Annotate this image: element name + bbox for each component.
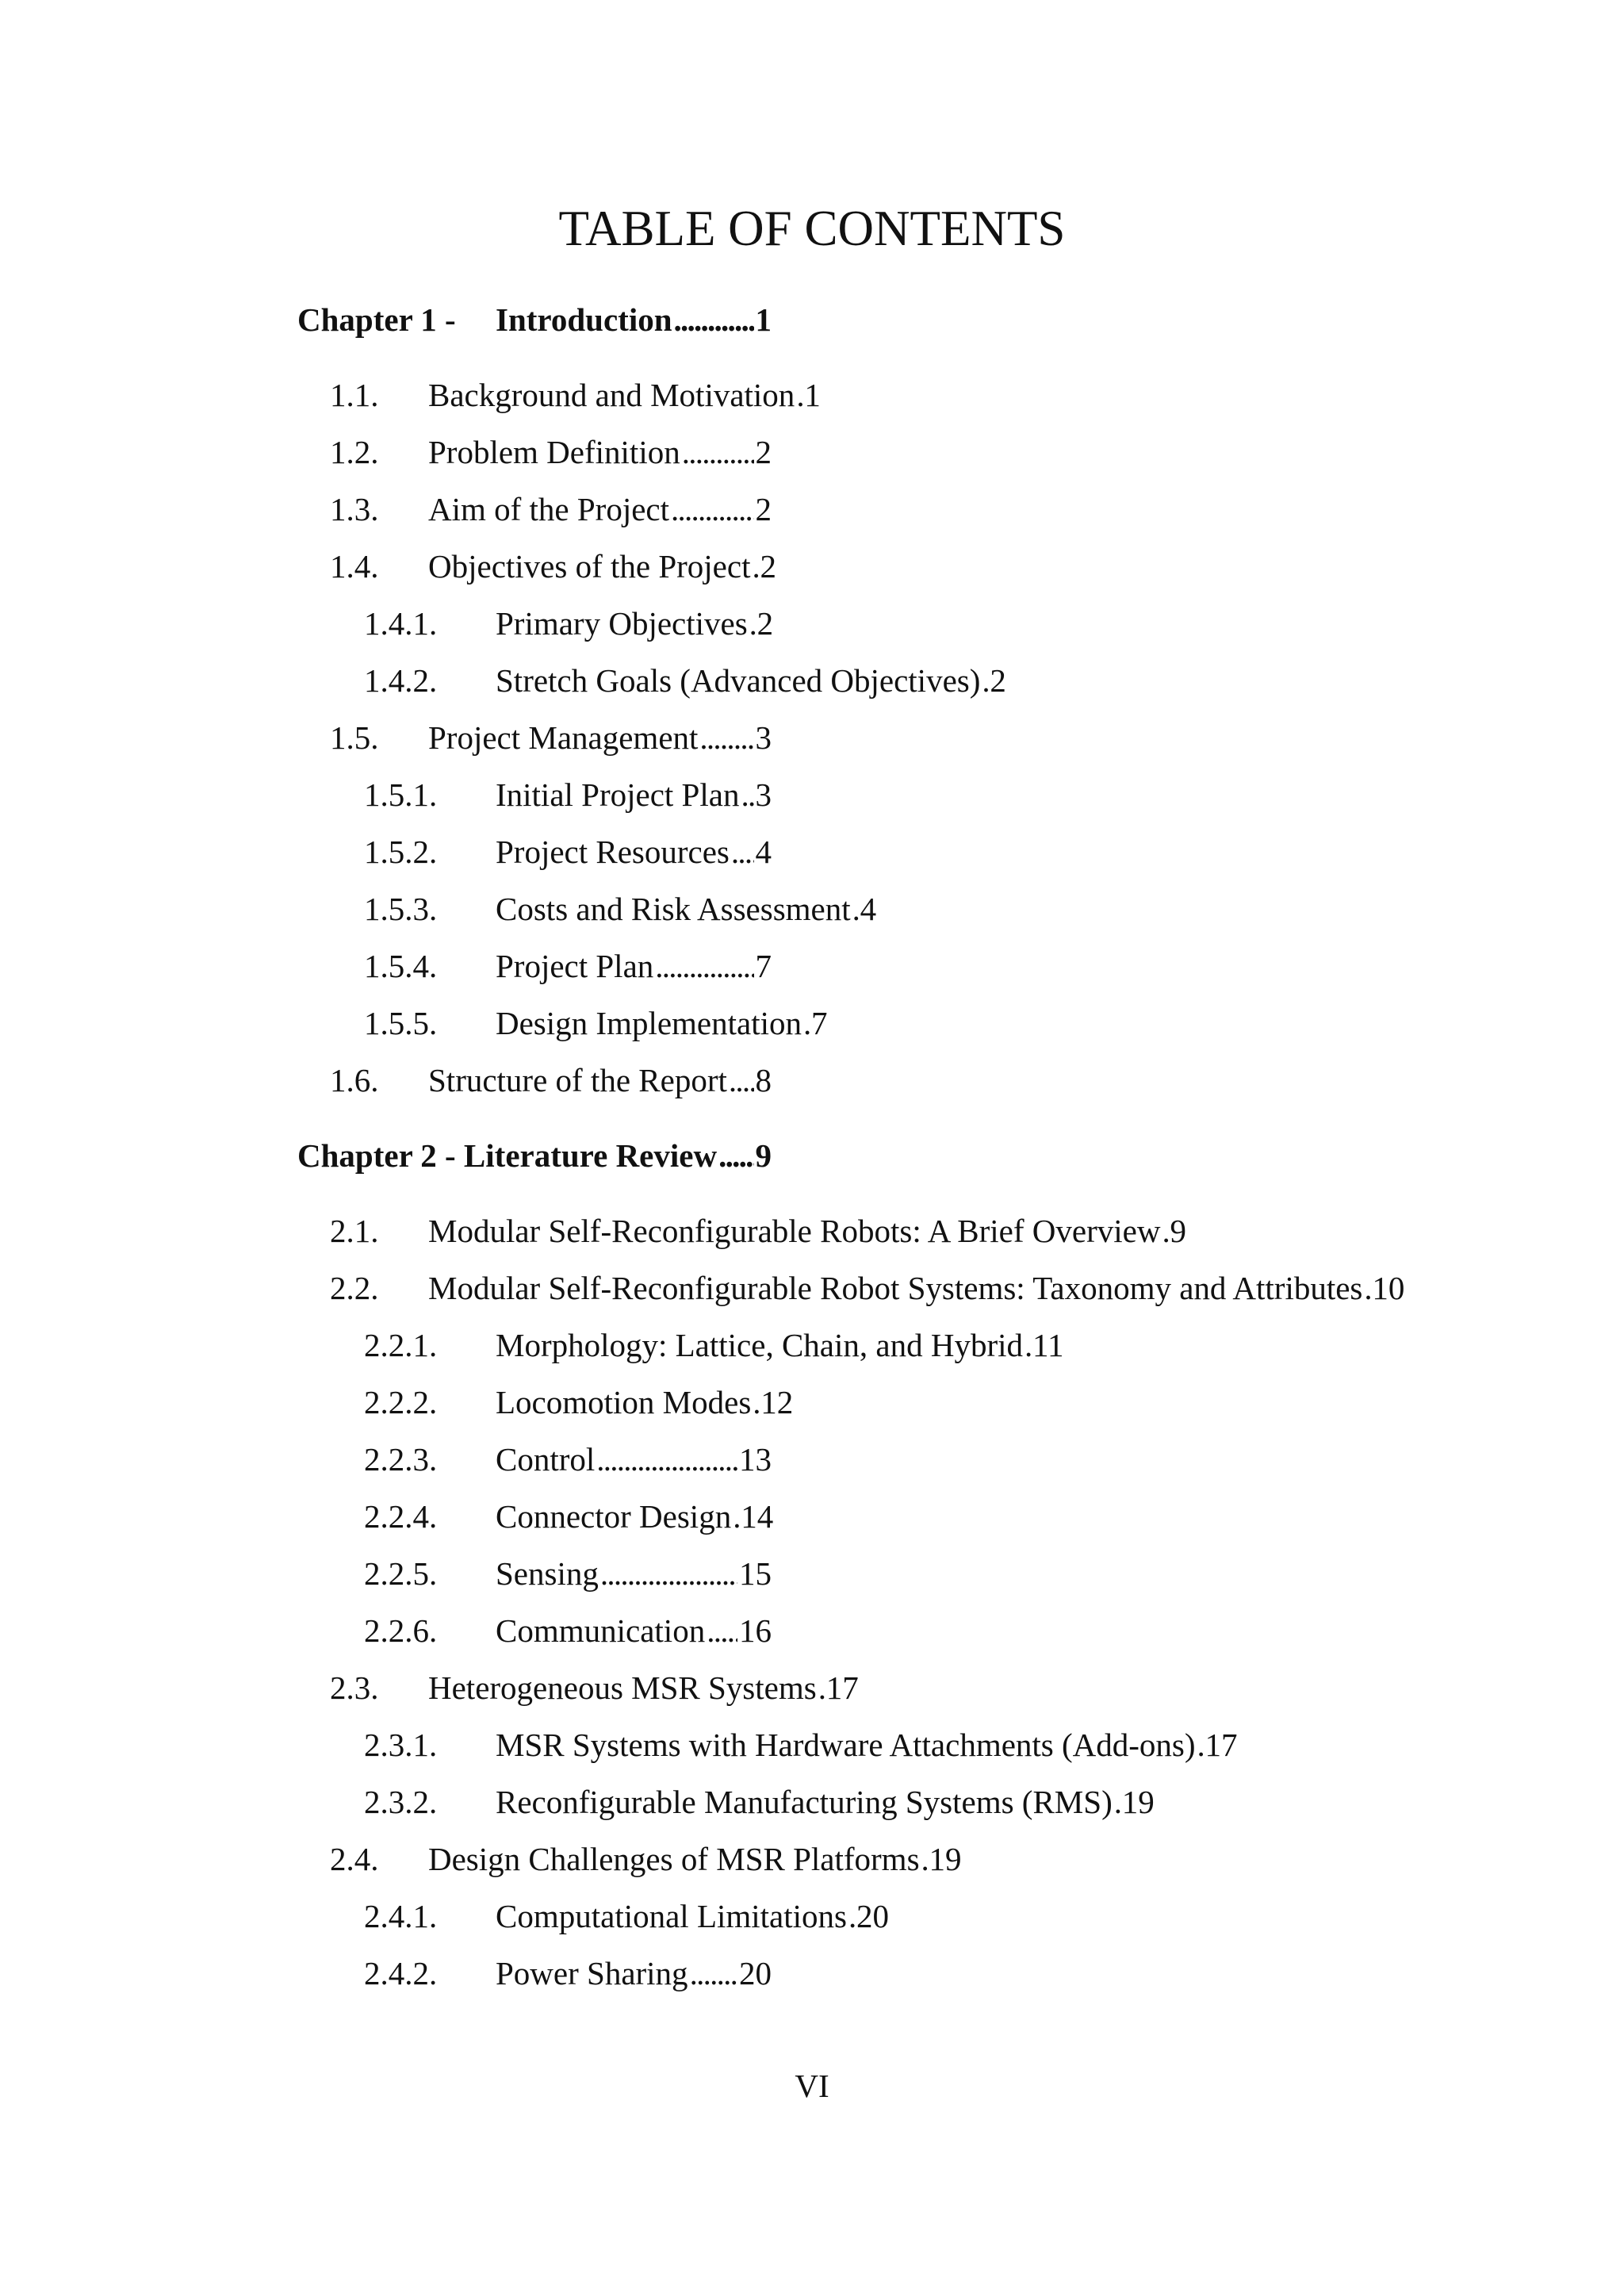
toc-dot-leader	[818, 1664, 825, 1711]
toc-entry[interactable]	[330, 1056, 772, 1104]
toc-entry[interactable]	[364, 1607, 772, 1654]
toc-entry-number: 2.3.1.	[364, 1727, 438, 1763]
toc-entry[interactable]	[330, 1264, 1405, 1312]
toc-entry-number: 1.2.	[330, 434, 379, 470]
toc-entry-title: Stretch Goals (Advanced Objectives)	[496, 662, 981, 699]
toc-entry-title: MSR Systems with Hardware Attachments (Add-ons)	[496, 1727, 1196, 1763]
toc-dot-leader	[596, 1435, 737, 1483]
toc-dot-leader	[731, 828, 754, 876]
toc-dot-leader	[749, 600, 756, 647]
toc-chapter-entry[interactable]	[297, 296, 772, 343]
toc-dot-leader	[600, 1550, 737, 1597]
toc-dot-leader	[729, 1056, 754, 1104]
toc-entry-title: Computational Limitations	[496, 1898, 847, 1934]
toc-entry[interactable]	[364, 600, 772, 647]
toc-entry-page: 16	[739, 1612, 772, 1649]
toc-entry-page: 19	[929, 1841, 962, 1877]
toc-entry-page: 2	[756, 605, 774, 642]
toc-entry-page: 2	[760, 548, 776, 585]
toc-dot-leader	[1025, 1321, 1031, 1369]
toc-entry-number: 2.2.2.	[364, 1384, 438, 1420]
toc-entry-title: Introduction	[496, 301, 672, 338]
toc-dot-leader	[982, 657, 988, 704]
toc-dot-leader	[852, 885, 859, 933]
toc-entry-title: Reconfigurable Manufacturing Systems (RMS)	[496, 1784, 1113, 1820]
toc-entry[interactable]	[364, 828, 772, 876]
toc-entry-title: Design Challenges of MSR Platforms	[428, 1841, 920, 1877]
toc-entry-title: Aim of the Project	[428, 491, 670, 527]
page-number: VI	[795, 2068, 829, 2104]
toc-entry-number: 2.2.6.	[364, 1612, 438, 1649]
toc-entry[interactable]	[364, 1949, 772, 1997]
toc-entry-page: 9	[1170, 1213, 1186, 1249]
toc-entry-number: 1.4.	[330, 548, 379, 585]
toc-entry-title: Structure of the Report	[428, 1062, 727, 1098]
toc-entry-number: 1.1.	[330, 377, 379, 413]
toc-entry-title: Power Sharing	[496, 1955, 688, 1991]
toc-dot-leader	[682, 428, 754, 476]
toc-entry-title: Design Implementation	[496, 1005, 802, 1041]
toc-entry-page: 2	[755, 434, 772, 470]
toc-entry-page: 14	[741, 1498, 774, 1535]
toc-entry-title: Problem Definition	[428, 434, 680, 470]
toc-entry-page: 19	[1121, 1784, 1155, 1820]
toc-entry-title: Chapter 2 - Literature Review	[297, 1137, 718, 1174]
toc-entry-title: Primary Objectives	[496, 605, 748, 642]
toc-dot-leader	[1162, 1207, 1168, 1255]
toc-entry-page: 7	[811, 1005, 828, 1041]
toc-entry[interactable]	[364, 1721, 1238, 1769]
toc-entry-title: Heterogeneous MSR Systems	[428, 1669, 817, 1706]
toc-entry-title: Connector Design	[496, 1498, 732, 1535]
toc-entry-title: Project Resources	[496, 834, 730, 870]
toc-dot-leader	[803, 999, 810, 1047]
toc-dot-leader	[655, 942, 753, 990]
toc-entry-number: 2.4.	[330, 1841, 379, 1877]
toc-dot-leader	[674, 296, 754, 343]
toc-entry-page: 2	[990, 662, 1006, 699]
toc-entry-number: 1.5.2.	[364, 834, 438, 870]
toc-entry-page: 12	[760, 1384, 794, 1420]
toc-entry-page: 7	[755, 948, 772, 984]
toc-dot-leader	[1364, 1264, 1370, 1312]
toc-entry-page: 4	[860, 891, 877, 927]
toc-entry-number: 1.5.1.	[364, 776, 438, 813]
toc-entry-page: 9	[755, 1137, 772, 1174]
toc-entry-page: 10	[1372, 1270, 1405, 1306]
toc-entry-title: Objectives of the Project	[428, 548, 751, 585]
toc-entry-page: 17	[1205, 1727, 1238, 1763]
toc-entry-title: Modular Self-Reconfigurable Robots: A Brief Overview	[428, 1213, 1161, 1249]
toc-entry[interactable]	[330, 1835, 962, 1883]
toc-entry[interactable]	[330, 714, 772, 761]
toc-entry[interactable]	[364, 1550, 772, 1597]
toc-entry-title: Costs and Risk Assessment	[496, 891, 851, 927]
toc-chapter-entry[interactable]	[297, 1132, 772, 1179]
toc-dot-leader	[921, 1835, 928, 1883]
page-title: TABLE OF CONTENTS	[558, 201, 1066, 256]
toc-entry-number: 2.2.5.	[364, 1555, 438, 1592]
toc-entry-number: 2.2.	[330, 1270, 379, 1306]
toc-dot-leader	[848, 1892, 855, 1940]
toc-dot-leader	[753, 1378, 759, 1426]
toc-entry-title: Sensing	[496, 1555, 599, 1592]
toc-entry-page: 1	[755, 301, 772, 338]
toc-entry[interactable]	[330, 485, 772, 533]
toc-dot-leader	[718, 1132, 753, 1179]
toc-dot-leader	[1197, 1721, 1204, 1769]
toc-entry-page: 3	[755, 776, 772, 813]
toc-entry-number: 1.5.	[330, 719, 379, 756]
toc-entry-number: 1.5.4.	[364, 948, 438, 984]
toc-entry-title: Project Management	[428, 719, 699, 756]
toc-dot-leader	[690, 1949, 737, 1997]
toc-entry-number: 2.4.2.	[364, 1955, 438, 1991]
toc-entry-number: 2.3.2.	[364, 1784, 438, 1820]
toc-entry-title: Background and Motivation	[428, 377, 795, 413]
toc-entry[interactable]	[364, 771, 772, 818]
toc-entry-number: 2.1.	[330, 1213, 379, 1249]
toc-entry-page: 17	[825, 1669, 859, 1706]
toc-entry-number: 2.3.	[330, 1669, 379, 1706]
toc-entry-number: 2.2.4.	[364, 1498, 438, 1535]
toc-entry-page: 13	[739, 1441, 772, 1478]
toc-entry-title: Modular Self-Reconfigurable Robot Systems: Taxonomy and Attributes	[428, 1270, 1363, 1306]
toc-entry[interactable]	[364, 1435, 772, 1483]
toc-dot-leader	[796, 371, 802, 419]
toc-entry[interactable]	[364, 885, 877, 933]
toc-entry-page: 11	[1032, 1327, 1064, 1363]
toc-entry-number: 1.4.1.	[364, 605, 438, 642]
toc-entry-number: 1.6.	[330, 1062, 379, 1098]
toc-entry-page: 1	[804, 377, 821, 413]
toc-dot-leader	[752, 542, 758, 590]
toc-entry[interactable]	[364, 1892, 889, 1940]
toc-entry[interactable]	[330, 542, 776, 590]
toc-entry-title: Locomotion Modes	[496, 1384, 752, 1420]
toc-entry-page: 20	[856, 1898, 889, 1934]
toc-entry-title: Communication	[496, 1612, 706, 1649]
toc-entry[interactable]	[364, 1321, 1064, 1369]
toc-entry-title: Initial Project Plan	[496, 776, 740, 813]
toc-entry-title: Morphology: Lattice, Chain, and Hybrid	[496, 1327, 1023, 1363]
toc-entry[interactable]	[330, 1207, 1186, 1255]
toc-dot-leader	[671, 485, 753, 533]
toc-dot-leader	[707, 1607, 737, 1654]
toc-entry-number: 2.2.1.	[364, 1327, 438, 1363]
toc-entry[interactable]	[330, 371, 821, 419]
toc-entry-page: 8	[755, 1062, 772, 1098]
toc-entry[interactable]	[364, 657, 1006, 704]
toc-entry-title: Control	[496, 1441, 596, 1478]
toc-entry[interactable]	[364, 1378, 794, 1426]
toc-entry-number: 1.3.	[330, 491, 379, 527]
toc-entry-page: 15	[739, 1555, 772, 1592]
toc-entry-page: 4	[755, 834, 772, 870]
toc-entry-number: 1.4.2.	[364, 662, 438, 699]
toc-entry[interactable]	[364, 942, 772, 990]
toc-entry-number: 2.4.1.	[364, 1898, 438, 1934]
toc-entry-page: 20	[739, 1955, 772, 1991]
toc-dot-leader	[699, 714, 753, 761]
toc-entry-page: 2	[755, 491, 772, 527]
toc-entry-number: 1.5.5.	[364, 1005, 438, 1041]
toc-dot-leader	[1114, 1778, 1120, 1826]
toc-entry[interactable]	[330, 1664, 859, 1711]
toc-entry[interactable]	[364, 999, 828, 1047]
toc-entry-number: 1.5.3.	[364, 891, 438, 927]
toc-entry-number: 2.2.3.	[364, 1441, 438, 1478]
toc-entry-number: Chapter 1 -	[297, 301, 456, 338]
toc-entry-title: Project Plan	[496, 948, 654, 984]
toc-entry[interactable]	[364, 1778, 1155, 1826]
toc-entry-page: 3	[755, 719, 772, 756]
toc-entry[interactable]	[364, 1493, 772, 1540]
toc-dot-leader	[733, 1493, 739, 1540]
toc-dot-leader	[741, 771, 753, 818]
toc-entry[interactable]	[330, 428, 772, 476]
